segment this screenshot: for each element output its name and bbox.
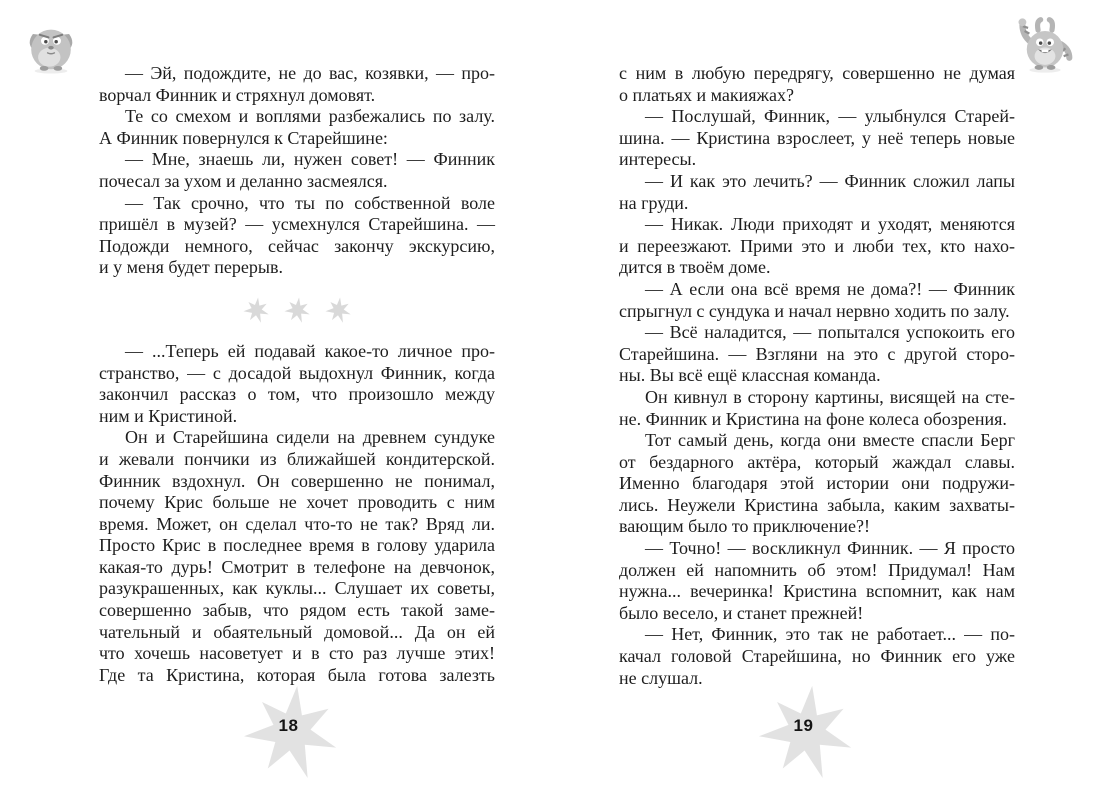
finnik-waving-mascot-icon xyxy=(1012,12,1078,76)
text-line: закончил рассказ о том, что произошло между xyxy=(99,384,495,405)
paragraph xyxy=(619,106,1015,171)
text-line: было весело, и станет прежней! xyxy=(619,602,864,623)
paragraph xyxy=(619,214,1015,279)
section-separator-stars xyxy=(99,279,495,341)
paragraph xyxy=(99,341,495,427)
text-line: почему Крис больше не хочет проводить с ним xyxy=(99,492,495,513)
text-line: спрыгнул с сундука и начал нервно ходить по залу. xyxy=(619,300,1010,321)
text-line: лись. Неужели Кристина забыла, каким захваты- xyxy=(619,494,1015,515)
text-line: — Всё наладится, — попытался успокоить его xyxy=(645,322,1015,343)
seven-point-star-icon xyxy=(325,297,352,323)
text-line: Подожди немного, сейчас закончу экскурсию, xyxy=(99,235,495,256)
text-line: качал головой Старейшина, но Финник его уже xyxy=(619,646,1015,667)
text-line: — Послушай, Финник, — улыбнулся Старей- xyxy=(645,106,1015,127)
text-line: — ...Теперь ей подавай какое-то личное про- xyxy=(125,340,495,361)
text-line: разукрашенных, как куклы... Слушает их советы, xyxy=(99,578,495,599)
paragraph xyxy=(99,63,495,106)
text-line: странство, — с досадой выдохнул Финник, когда xyxy=(99,362,495,383)
paragraph xyxy=(619,624,1015,689)
text-line: ворчал Финник и стряхнул домовят. xyxy=(99,84,376,105)
paragraph xyxy=(99,149,495,192)
paragraph xyxy=(99,193,495,279)
text-line: — Так срочно, что ты по собственной воле xyxy=(125,192,495,213)
text-line: Он и Старейшина сидели на древнем сундуке xyxy=(125,427,495,448)
text-line: дится в твоём доме. xyxy=(619,257,771,278)
paragraph xyxy=(619,387,1015,430)
text-line: пришёл в музей? — усмехнулся Старейшина. — xyxy=(99,214,495,235)
text-line: Финник вздохнул. Он совершенно не понимал, xyxy=(99,470,495,491)
right-page-number-star xyxy=(756,684,857,779)
text-line: вающим было то приключение?! xyxy=(619,516,870,537)
text-line: должен ей напомнить об этом! Придумал! Нам xyxy=(619,559,1015,580)
finnik-grumpy-mascot-icon xyxy=(20,14,82,78)
text-line: не. Финник и Кристина на фоне колеса обозрения. xyxy=(619,408,1007,429)
text-line: что хочешь насоветует и в сто раз лучше этих! xyxy=(99,643,495,664)
text-line: — А если она всё время не дома?! — Финник xyxy=(645,278,1015,299)
paragraph xyxy=(619,171,1015,214)
text-line: о платьях и макияжах? xyxy=(619,84,794,105)
text-line: Где та Кристина, которая была готова залезть xyxy=(99,664,495,685)
text-line: А Финник повернулся к Старейшине: xyxy=(99,127,388,148)
paragraph xyxy=(619,279,1015,322)
text-line: чательный и обаятельный домовой... Да он ей xyxy=(99,621,495,642)
text-line: — Эй, подождите, не до вас, козявки, — про- xyxy=(125,63,495,83)
text-line: почесал за ухом и деланно засмеялся. xyxy=(99,170,388,191)
paragraph xyxy=(99,427,495,686)
text-line: Те со смехом и воплями разбежались по залу. xyxy=(125,106,495,127)
text-line: не слушал. xyxy=(619,667,703,688)
text-line: — Никак. Люди приходят и уходят, меняются xyxy=(645,214,1015,235)
text-line: совершенно забыв, что рядом есть такой заме- xyxy=(99,600,495,621)
left-page-number-star xyxy=(241,684,342,779)
seven-point-star-icon xyxy=(284,297,311,323)
text-line: ним и Кристиной. xyxy=(99,405,238,426)
text-line: на груди. xyxy=(619,192,689,213)
text-line: ны. Вы всё ещё классная команда. xyxy=(619,365,881,386)
text-line: и у меня будет перерыв. xyxy=(99,257,283,278)
text-line: — И как это лечить? — Финник сложил лапы xyxy=(645,170,1015,191)
text-line: Старейшина. — Взгляни на это с другой сторо- xyxy=(619,343,1015,364)
page-number: 18 xyxy=(278,715,299,735)
left-page-text-column xyxy=(99,63,495,686)
paragraph xyxy=(99,106,495,149)
text-line: Просто Крис в последнее время в голову ударила xyxy=(99,535,495,556)
text-line: шина. — Кристина взрослеет, у неё теперь новые xyxy=(619,127,1015,148)
text-line: Он кивнул в сторону картины, висящей на сте- xyxy=(645,386,1015,407)
text-line: нужна... вечеринка! Кристина вспомнит, как нам xyxy=(619,581,1015,602)
text-line: — Точно! — воскликнул Финник. — Я просто xyxy=(645,538,1015,559)
text-line: Тот самый день, когда они вместе спасли Берг xyxy=(645,430,1015,451)
text-line: — Мне, знаешь ли, нужен совет! — Финник xyxy=(125,149,495,170)
text-line: с ним в любую передрягу, совершенно не думая xyxy=(619,63,1015,83)
paragraph xyxy=(619,430,1015,538)
paragraph xyxy=(619,63,1015,106)
text-line: от бездарного актёра, который жаждал славы. xyxy=(619,451,1015,472)
text-line: и переезжают. Прими это и люби тех, кто нахо- xyxy=(619,235,1015,256)
page-number: 19 xyxy=(793,715,814,735)
text-line: и жевали пончики из ближайшей кондитерской. xyxy=(99,448,495,469)
seven-point-star-icon xyxy=(243,297,270,323)
text-line: интересы. xyxy=(619,149,697,170)
text-line: какая-то дурь! Смотрит в телефоне на девчонок, xyxy=(99,556,495,577)
paragraph xyxy=(619,538,1015,624)
text-line: Именно благодаря этой истории они подружи- xyxy=(619,473,1015,494)
text-line: время. Может, он сделал что-то не так? Вряд ли. xyxy=(99,513,495,534)
text-line: — Нет, Финник, это так не работает... — по- xyxy=(645,624,1015,645)
right-page-text-column xyxy=(619,63,1015,689)
paragraph xyxy=(619,322,1015,387)
